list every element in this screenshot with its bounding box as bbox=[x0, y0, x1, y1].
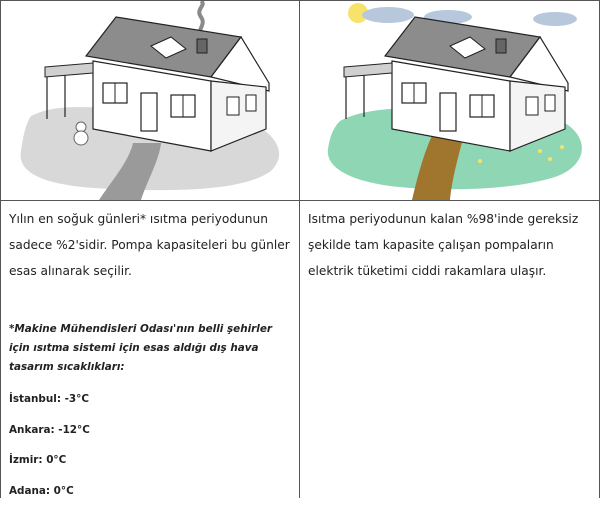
summer-house-illustration bbox=[300, 1, 598, 200]
city-temperature-list bbox=[9, 384, 90, 506]
city-temperature-item: Ankara: -12°C bbox=[9, 415, 90, 446]
footnote: *Makine Mühendisleri Odası'nın belli şehirler için ısıtma sistemi için esas aldığı dış hava tasarım sıcaklıkları: bbox=[9, 320, 294, 377]
right-main-text: Isıtma periyodunun kalan %98'inde gereksiz şekilde tam kapasite çalışan pompaların elektrik tüketimi ciddi rakamlara ulaşır. bbox=[308, 206, 588, 284]
chimney bbox=[496, 39, 506, 53]
chimney bbox=[197, 39, 207, 53]
flower bbox=[478, 159, 482, 163]
city-temperature-item: İstanbul: -3°C bbox=[9, 384, 90, 415]
left-main-text: Yılın en soğuk günleri* ısıtma periyodunun sadece %2'sidir. Pompa kapasiteleri bu günler esas alınarak seçilir. bbox=[9, 206, 293, 284]
winter-house-illustration bbox=[1, 1, 299, 200]
window bbox=[246, 95, 256, 111]
door bbox=[141, 93, 157, 131]
window bbox=[545, 95, 555, 111]
city-temperature-item: İzmir: 0°C bbox=[9, 445, 90, 476]
cloud bbox=[362, 7, 414, 23]
porch-roof bbox=[45, 63, 93, 77]
cloud bbox=[533, 12, 577, 26]
porch-roof bbox=[344, 63, 392, 77]
table-row-divider bbox=[0, 200, 600, 201]
flower bbox=[538, 149, 542, 153]
snowman-body bbox=[74, 131, 88, 145]
flower bbox=[548, 157, 552, 161]
right-cell-text bbox=[308, 206, 588, 284]
window bbox=[227, 97, 239, 115]
left-cell-text bbox=[9, 206, 293, 284]
door bbox=[440, 93, 456, 131]
flower bbox=[560, 145, 564, 149]
window bbox=[526, 97, 538, 115]
city-temperature-item: Adana: 0°C bbox=[9, 476, 90, 506]
